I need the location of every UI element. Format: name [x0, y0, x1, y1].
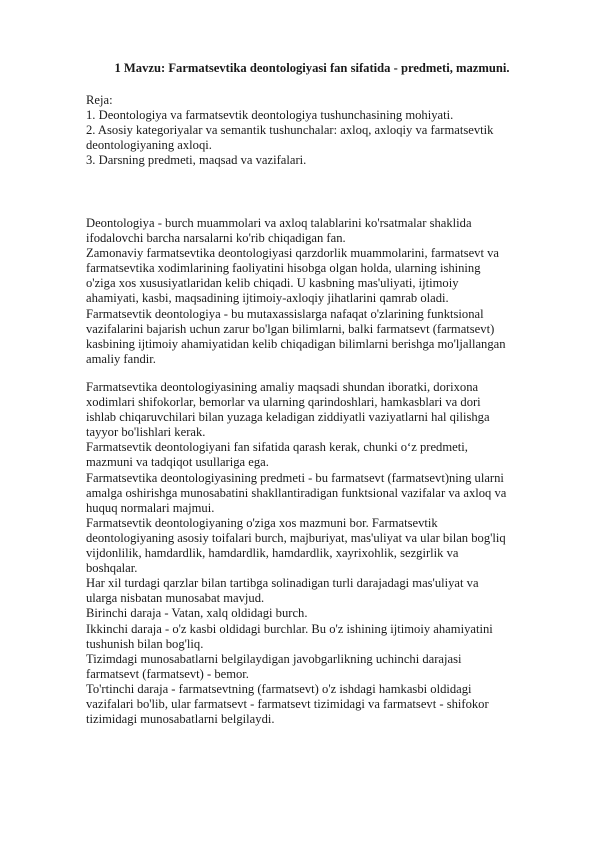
paragraph-line: vazifalari bo'lib, ular farmatsevt - farmatsevt tizimidagi va farmatsevt - shifokor: [86, 696, 489, 711]
paragraph-line: vijdonlilik, hamdardlik, hamdardlik, hamdardlik, xayrixohlik, sezgirlik va: [86, 546, 459, 561]
paragraph-line: farmatsevt (farmatsevt) - bemor.: [86, 666, 249, 681]
plan-label: Reja:: [86, 93, 113, 107]
paragraph-line: boshqalar.: [86, 561, 138, 576]
paragraph-line: Birinchi daraja - Vatan, xalq oldidagi burch.: [86, 606, 308, 621]
plan-item: 1. Deontologiya va farmatsevtik deontologiya tushunchasining mohiyati.: [86, 108, 454, 123]
paragraph-line: Ikkinchi daraja - o'z kasbi oldidagi burchlar. Bu o'z ishining ijtimoiy ahamiyatini: [86, 621, 493, 636]
paragraph-line: Farmatsevtik deontologiyaning o'ziga xos mazmuni bor. Farmatsevtik: [86, 515, 438, 530]
paragraph-line: Farmatsevtik deontologiya - bu mutaxassislarga nafaqat o'zlarining funktsional: [86, 306, 484, 321]
paragraph-line: tizimidagi munosabatlarni belgilaydi.: [86, 712, 275, 727]
page-title: 1 Mavzu: Farmatsevtika deontologiyasi fan sifatida - predmeti, mazmuni.: [114, 61, 510, 75]
paragraph-line: Deontologiya - burch muammolari va axloq talablarini ko'rsatmalar shaklida: [86, 216, 472, 230]
paragraph-line: Farmatsevtika deontologiyasining predmeti - bu farmatsevt (farmatsevt)ning ularni: [86, 470, 504, 485]
paragraph-line: o'ziga xos xususiyatlaridan kelib chiqadi. U kasbning mas'uliyati, ijtimoiy: [86, 276, 459, 291]
paragraph-line: ahamiyati, kasbi, maqsadining ijtimoiy-axloqiy jihatlarini qamrab oladi.: [86, 291, 449, 306]
paragraph-line: ifodalovchi barcha narsalarni ko'rib chiqadigan fan.: [86, 231, 346, 246]
paragraph-line: tayyor bo'lishlari kerak.: [86, 425, 206, 440]
paragraph-line: Farmatsevtik deontologiyani fan sifatida qarash kerak, chunki o‘z predmeti,: [86, 440, 468, 455]
body-section-2: [86, 380, 538, 727]
paragraph-line: huquq normalari majmui.: [86, 500, 215, 515]
plan-item: 2. Asosiy kategoriyalar va semantik tushunchalar: axloq, axloqiy va farmatsevtik: [86, 123, 494, 138]
paragraph-line: amalga oshirishga munosabatini shakllantiradigan funktsional vazifalar va axloq va: [86, 485, 507, 500]
paragraph-line: ishlab chiqaruvchilari bilan yuzaga keladigan ziddiyatli vaziyatlarni hal qilishga: [86, 410, 490, 425]
paragraph-line: To'rtinchi daraja - farmatsevtning (farmatsevt) o'z ishdagi hamkasbi oldidagi: [86, 681, 472, 696]
body-section-1: [86, 216, 538, 367]
paragraph-line: deontologiyaning asosiy toifalari burch, majburiyat, mas'uliyat va ular bilan bog'liq: [86, 530, 506, 545]
paragraph-line: amaliy fandir.: [86, 351, 156, 366]
paragraph-line: ularga nisbatan munosabat mavjud.: [86, 591, 265, 606]
paragraph-line: kasbining ijtimoiy ahamiyatidan kelib chiqadigan bilimlarni berishga mo'ljallangan: [86, 336, 506, 351]
paragraph-line: farmatsevtika xodimlarining faoliyatini hisobga olgan holda, ularning ishining: [86, 261, 481, 276]
paragraph-line: xodimlari shifokorlar, bemorlar va ularning qarindoshlari, hamkasblari va dori: [86, 395, 481, 410]
paragraph-line: vazifalarini bajarish uchun zarur bo'lgan bilimlarni, balki farmatsevt (farmatsevt): [86, 321, 495, 336]
plan-item: 3. Darsning predmeti, maqsad va vazifalari.: [86, 153, 307, 168]
plan-section: [86, 93, 538, 168]
paragraph-line: Har xil turdagi qarzlar bilan tartibga solinadigan turli darajadagi mas'uliyat va: [86, 576, 479, 591]
plan-item: deontologiyaning axloqi.: [86, 138, 212, 153]
paragraph-line: mazmuni va tadqiqot usullariga ega.: [86, 455, 269, 470]
paragraph-line: tushunish bilan bog'liq.: [86, 636, 204, 651]
paragraph-line: Tizimdagi munosabatlarni belgilaydigan javobgarlikning uchinchi darajasi: [86, 651, 462, 666]
paragraph-line: Zamonaviy farmatsevtika deontologiyasi qarzdorlik muammolarini, farmatsevt va: [86, 246, 500, 261]
paragraph-line: Farmatsevtika deontologiyasining amaliy maqsadi shundan iboratki, dorixona: [86, 380, 479, 394]
